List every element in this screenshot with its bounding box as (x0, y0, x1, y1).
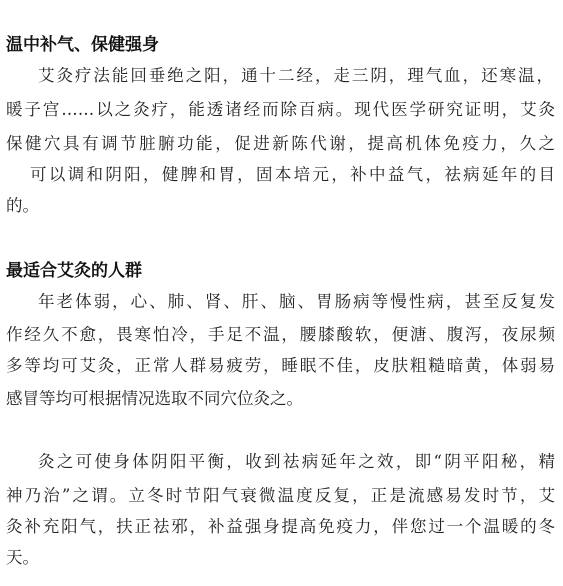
paragraph-line: 的。 (6, 196, 39, 215)
paragraph-line: 灸补充阳气，扶正祛邪，补益强身提高免疫力，伴您过一个温暖的冬 (6, 517, 555, 536)
paragraph-line: 灸之可使身体阴阳平衡，收到祛病延年之效，即“阴平阳秘，精 (38, 452, 555, 471)
paragraph-line: 作经久不愈，畏寒怕冷，手足不温，腰膝酸软，便溏、腹泻，夜尿频 (6, 325, 555, 344)
paragraph-line: 暖子宫……以之灸疗，能透诸经而除百病。现代医学研究证明，艾灸 (6, 100, 555, 119)
paragraph-line: 可以调和阴阳，健脾和胃，固本培元，补中益气，祛病延年的目 (30, 165, 555, 184)
paragraph-line: 保健穴具有调节脏腑功能，促进新陈代谢，提高机体免疫力，久之 (6, 134, 555, 153)
paragraph-line: 艾灸疗法能回垂绝之阳，通十二经，走三阴，理气血，还寒温， (38, 66, 553, 85)
paragraph-line: 年老体弱，心、肺、肾、肝、脑、胃肠病等慢性病，甚至反复发 (38, 292, 555, 311)
section-heading-suitable-people: 最适合艾灸的人群 (6, 261, 142, 281)
paragraph-line: 多等均可艾灸，正常人群易疲劳，睡眠不佳，皮肤粗糙暗黄，体弱易 (6, 356, 555, 375)
paragraph-line: 感冒等均可根据情况选取不同穴位灸之。 (6, 389, 303, 408)
paragraph-line: 神乃治”之谓。立冬时节阳气衰微温度反复，正是流感易发时节，艾 (6, 486, 555, 505)
paragraph-line: 天。 (6, 548, 39, 567)
section-heading-warming: 温中补气、保健强身 (6, 35, 159, 55)
